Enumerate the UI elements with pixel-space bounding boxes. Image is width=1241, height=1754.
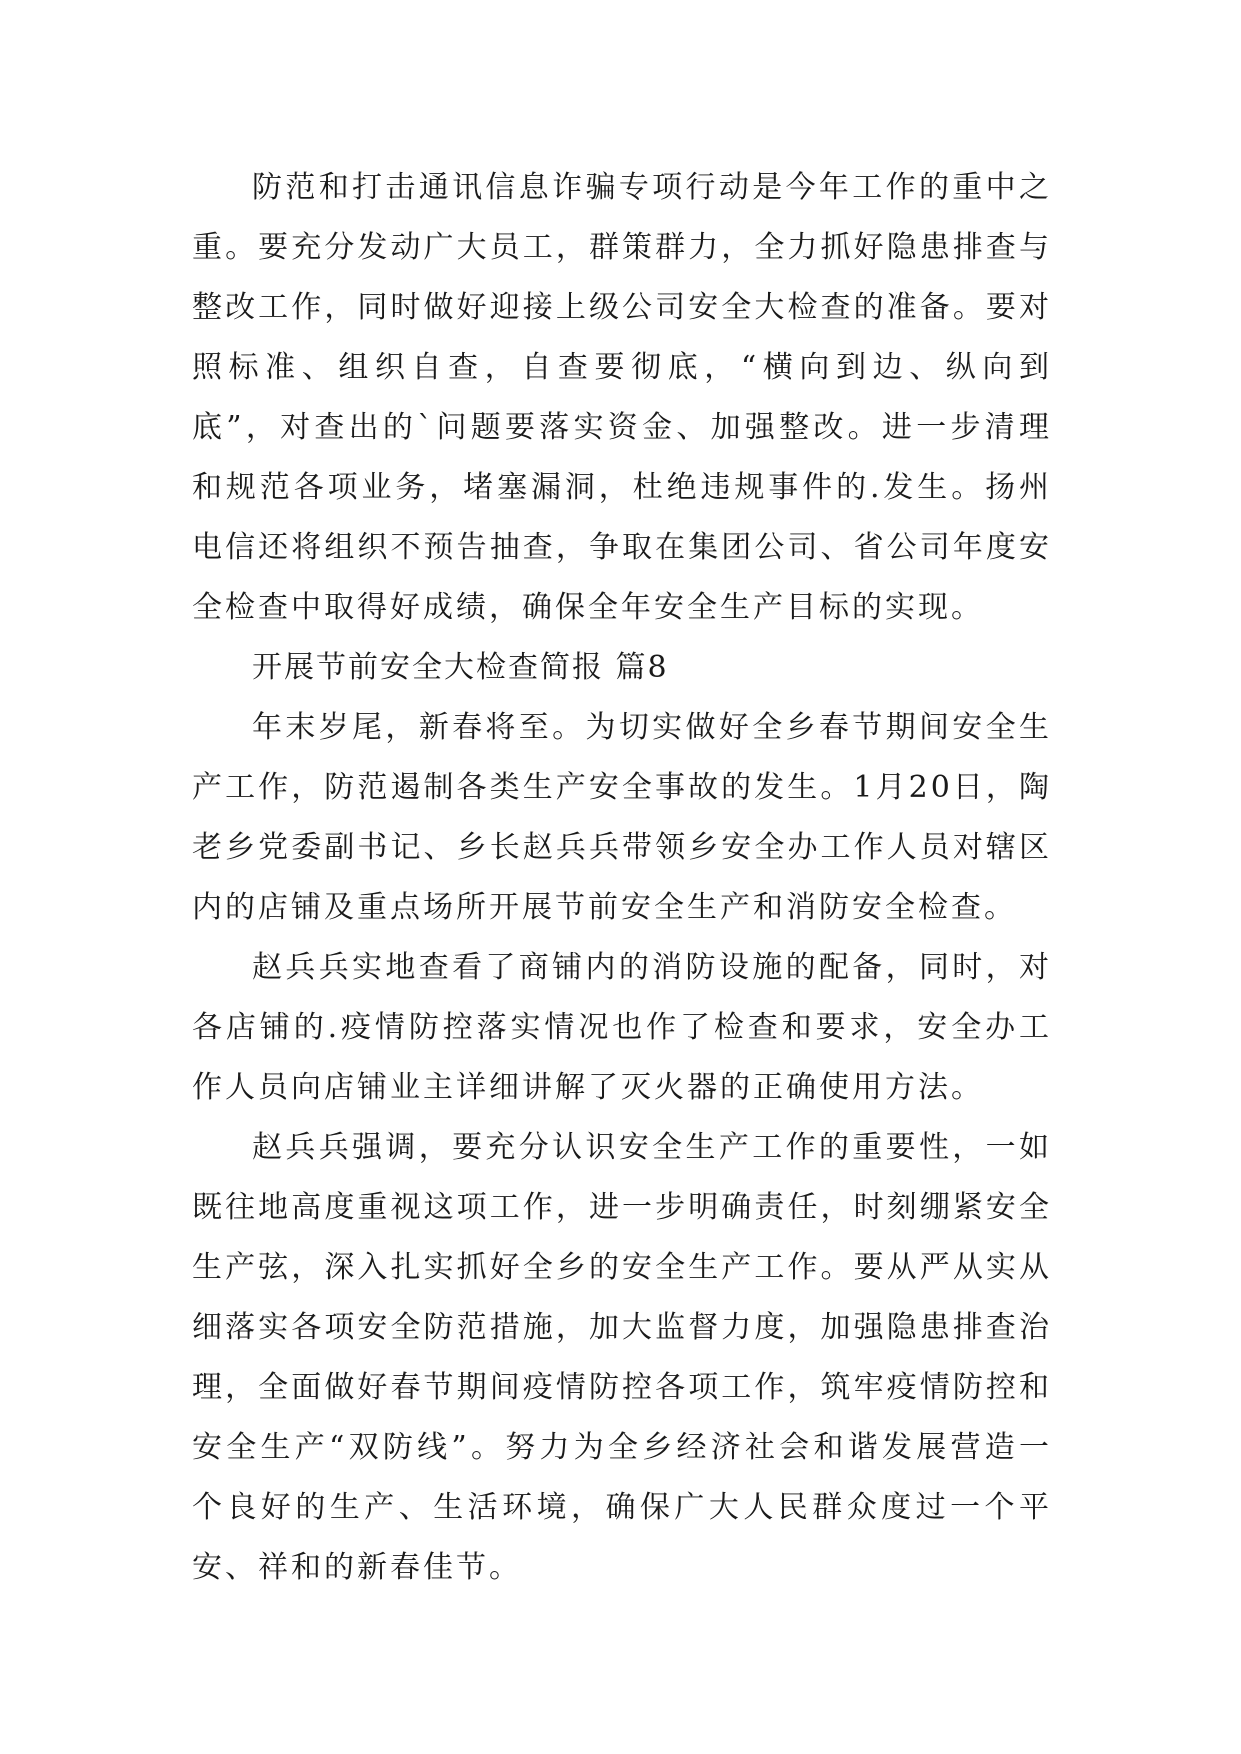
section-heading: 开展节前安全大检查简报 篇8: [252, 650, 669, 685]
paragraph-2: 年末岁尾，新春将至。为切实做好全乡春节期间安全生产工作，防范遏制各类生产安全事故的发生。1月20日，陶老乡党委副书记、乡长赵兵兵带领乡安全办工作人员对辖区内的店铺及重点场所开展节前安全生产和消防安全检查。: [192, 710, 1052, 925]
paragraph-3: 赵兵兵实地查看了商铺内的消防设施的配备，同时，对各店铺的.疫情防控落实情况也作了检查和要求，安全办工作人员向店铺业主详细讲解了灭火器的正确使用方法。: [192, 950, 1052, 1105]
paragraph-1: 防范和打击通讯信息诈骗专项行动是今年工作的重中之重。要充分发动广大员工，群策群力，全力抓好隐患排查与整改工作，同时做好迎接上级公司安全大检查的准备。要对照标准、组织自查，自查要彻底，“横向到边、纵向到底”，对查出的`问题要落实资金、加强整改。进一步清理和规范各项业务，堵塞漏洞，杜绝违规事件的.发生。扬州电信还将组织不预告抽查，争取在集团公司、省公司年度安全检查中取得好成绩，确保全年安全生产目标的实现。: [192, 170, 1052, 625]
document-body: [192, 158, 1052, 1598]
paragraph-4: 赵兵兵强调，要充分认识安全生产工作的重要性，一如既往地高度重视这项工作，进一步明确责任，时刻绷紧安全生产弦，深入扎实抓好全乡的安全生产工作。要从严从实从细落实各项安全防范措施，加大监督力度，加强隐患排查治理，全面做好春节期间疫情防控各项工作，筑牢疫情防控和安全生产“双防线”。努力为全乡经济社会和谐发展营造一个良好的生产、生活环境，确保广大人民群众度过一个平安、祥和的新春佳节。: [192, 1130, 1052, 1585]
